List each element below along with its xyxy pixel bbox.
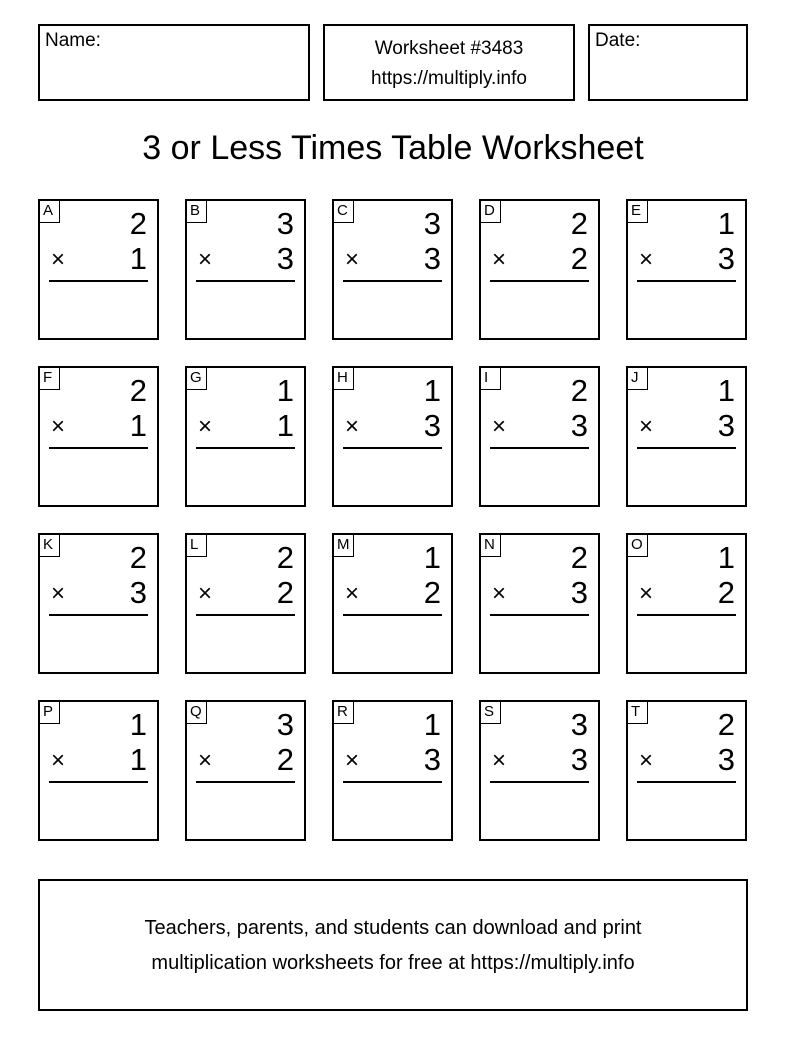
multiplicand: 3	[570, 707, 588, 742]
multiplicand: 2	[276, 540, 294, 575]
problem-letter: L	[187, 535, 207, 557]
answer-line	[49, 447, 148, 449]
problem-card[interactable]	[479, 533, 600, 674]
times-sign: ×	[345, 413, 360, 440]
times-sign: ×	[639, 413, 654, 440]
multiplier: 3	[570, 742, 588, 777]
problem-card[interactable]	[626, 533, 747, 674]
answer-line	[343, 614, 442, 616]
page-title: 3 or Less Times Table Worksheet	[142, 129, 644, 167]
problem-letter: K	[40, 535, 60, 557]
worksheet-number: Worksheet #3483	[374, 38, 524, 59]
multiplicand: 2	[717, 707, 735, 742]
problem-card[interactable]	[38, 199, 159, 340]
multiplicand: 2	[129, 373, 147, 408]
times-sign: ×	[492, 580, 507, 607]
answer-line	[490, 781, 589, 783]
times-sign: ×	[198, 580, 213, 607]
times-sign: ×	[51, 580, 66, 607]
problem-letter: I	[481, 368, 501, 390]
problem-card[interactable]	[479, 199, 600, 340]
multiplier: 3	[423, 241, 441, 276]
problem-letter: J	[628, 368, 648, 390]
multiplicand: 1	[717, 373, 735, 408]
date-label: Date:	[595, 30, 641, 51]
times-sign: ×	[639, 246, 654, 273]
multiplicand: 1	[276, 373, 294, 408]
times-sign: ×	[345, 747, 360, 774]
name-field-box[interactable]	[38, 24, 310, 101]
problem-letter: O	[628, 535, 648, 557]
problem-letter: C	[334, 201, 354, 223]
problem-letter: R	[334, 702, 354, 724]
worksheet-info-box	[323, 24, 575, 101]
multiplier: 3	[423, 742, 441, 777]
problem-card[interactable]	[185, 199, 306, 340]
times-sign: ×	[198, 747, 213, 774]
problem-letter: D	[481, 201, 501, 223]
multiplicand: 3	[276, 206, 294, 241]
times-sign: ×	[345, 246, 360, 273]
answer-line	[490, 614, 589, 616]
multiplicand: 3	[276, 707, 294, 742]
footer-line-2: multiplication worksheets for free at https://multiply.info	[151, 952, 635, 974]
multiplier: 3	[717, 742, 735, 777]
multiplier: 1	[129, 408, 147, 443]
multiplier: 1	[129, 241, 147, 276]
times-sign: ×	[492, 413, 507, 440]
answer-line	[196, 280, 295, 282]
problem-letter: N	[481, 535, 501, 557]
problem-letter: P	[40, 702, 60, 724]
problem-card[interactable]	[332, 366, 453, 507]
problem-card[interactable]	[626, 700, 747, 841]
multiplicand: 1	[717, 540, 735, 575]
answer-line	[637, 447, 736, 449]
multiplicand: 1	[129, 707, 147, 742]
answer-line	[49, 781, 148, 783]
multiplier: 3	[129, 575, 147, 610]
times-sign: ×	[51, 747, 66, 774]
multiplier: 3	[717, 241, 735, 276]
multiplicand: 1	[423, 373, 441, 408]
times-sign: ×	[492, 246, 507, 273]
multiplicand: 1	[717, 206, 735, 241]
answer-line	[637, 614, 736, 616]
multiplicand: 1	[423, 540, 441, 575]
problem-card[interactable]	[185, 533, 306, 674]
multiplier: 1	[276, 408, 294, 443]
problem-letter: T	[628, 702, 648, 724]
multiplicand: 2	[129, 540, 147, 575]
multiplier: 3	[717, 408, 735, 443]
name-label: Name:	[45, 30, 101, 51]
answer-line	[343, 781, 442, 783]
multiplier: 3	[276, 241, 294, 276]
multiplicand: 2	[570, 206, 588, 241]
answer-line	[490, 280, 589, 282]
times-sign: ×	[639, 747, 654, 774]
problem-letter: H	[334, 368, 354, 390]
multiplicand: 3	[423, 206, 441, 241]
answer-line	[49, 280, 148, 282]
problem-letter: A	[40, 201, 60, 223]
times-sign: ×	[51, 246, 66, 273]
times-sign: ×	[198, 246, 213, 273]
problem-letter: B	[187, 201, 207, 223]
problem-card[interactable]	[626, 366, 747, 507]
date-field-box[interactable]	[588, 24, 748, 101]
answer-line	[196, 781, 295, 783]
times-sign: ×	[345, 580, 360, 607]
worksheet-url[interactable]: https://multiply.info	[371, 68, 527, 89]
problem-card[interactable]	[479, 700, 600, 841]
multiplicand: 2	[570, 540, 588, 575]
problem-letter: G	[187, 368, 207, 390]
answer-line	[637, 280, 736, 282]
problem-card[interactable]	[332, 700, 453, 841]
multiplier: 3	[570, 408, 588, 443]
multiplier: 2	[423, 575, 441, 610]
answer-line	[637, 781, 736, 783]
multiplier: 1	[129, 742, 147, 777]
times-sign: ×	[198, 413, 213, 440]
problem-letter: Q	[187, 702, 207, 724]
footer-line-1: Teachers, parents, and students can download and print	[144, 917, 642, 939]
problem-card[interactable]	[332, 199, 453, 340]
footer-box	[38, 879, 748, 1011]
answer-line	[196, 447, 295, 449]
multiplier: 2	[570, 241, 588, 276]
multiplicand: 2	[129, 206, 147, 241]
problem-card[interactable]	[185, 366, 306, 507]
answer-line	[490, 447, 589, 449]
answer-line	[196, 614, 295, 616]
problem-letter: M	[334, 535, 354, 557]
problem-card[interactable]	[332, 533, 453, 674]
answer-line	[49, 614, 148, 616]
problem-letter: F	[40, 368, 60, 390]
multiplicand: 1	[423, 707, 441, 742]
multiplicand: 2	[570, 373, 588, 408]
times-sign: ×	[51, 413, 66, 440]
problem-card[interactable]	[38, 533, 159, 674]
problem-card[interactable]	[479, 366, 600, 507]
problem-letter: S	[481, 702, 501, 724]
times-sign: ×	[492, 747, 507, 774]
answer-line	[343, 280, 442, 282]
problem-card[interactable]	[185, 700, 306, 841]
problem-card[interactable]	[38, 366, 159, 507]
multiplier: 2	[276, 742, 294, 777]
multiplier: 2	[717, 575, 735, 610]
problem-card[interactable]	[38, 700, 159, 841]
problem-letter: E	[628, 201, 648, 223]
multiplier: 2	[276, 575, 294, 610]
problem-card[interactable]	[626, 199, 747, 340]
times-sign: ×	[639, 580, 654, 607]
answer-line	[343, 447, 442, 449]
multiplier: 3	[570, 575, 588, 610]
multiplier: 3	[423, 408, 441, 443]
